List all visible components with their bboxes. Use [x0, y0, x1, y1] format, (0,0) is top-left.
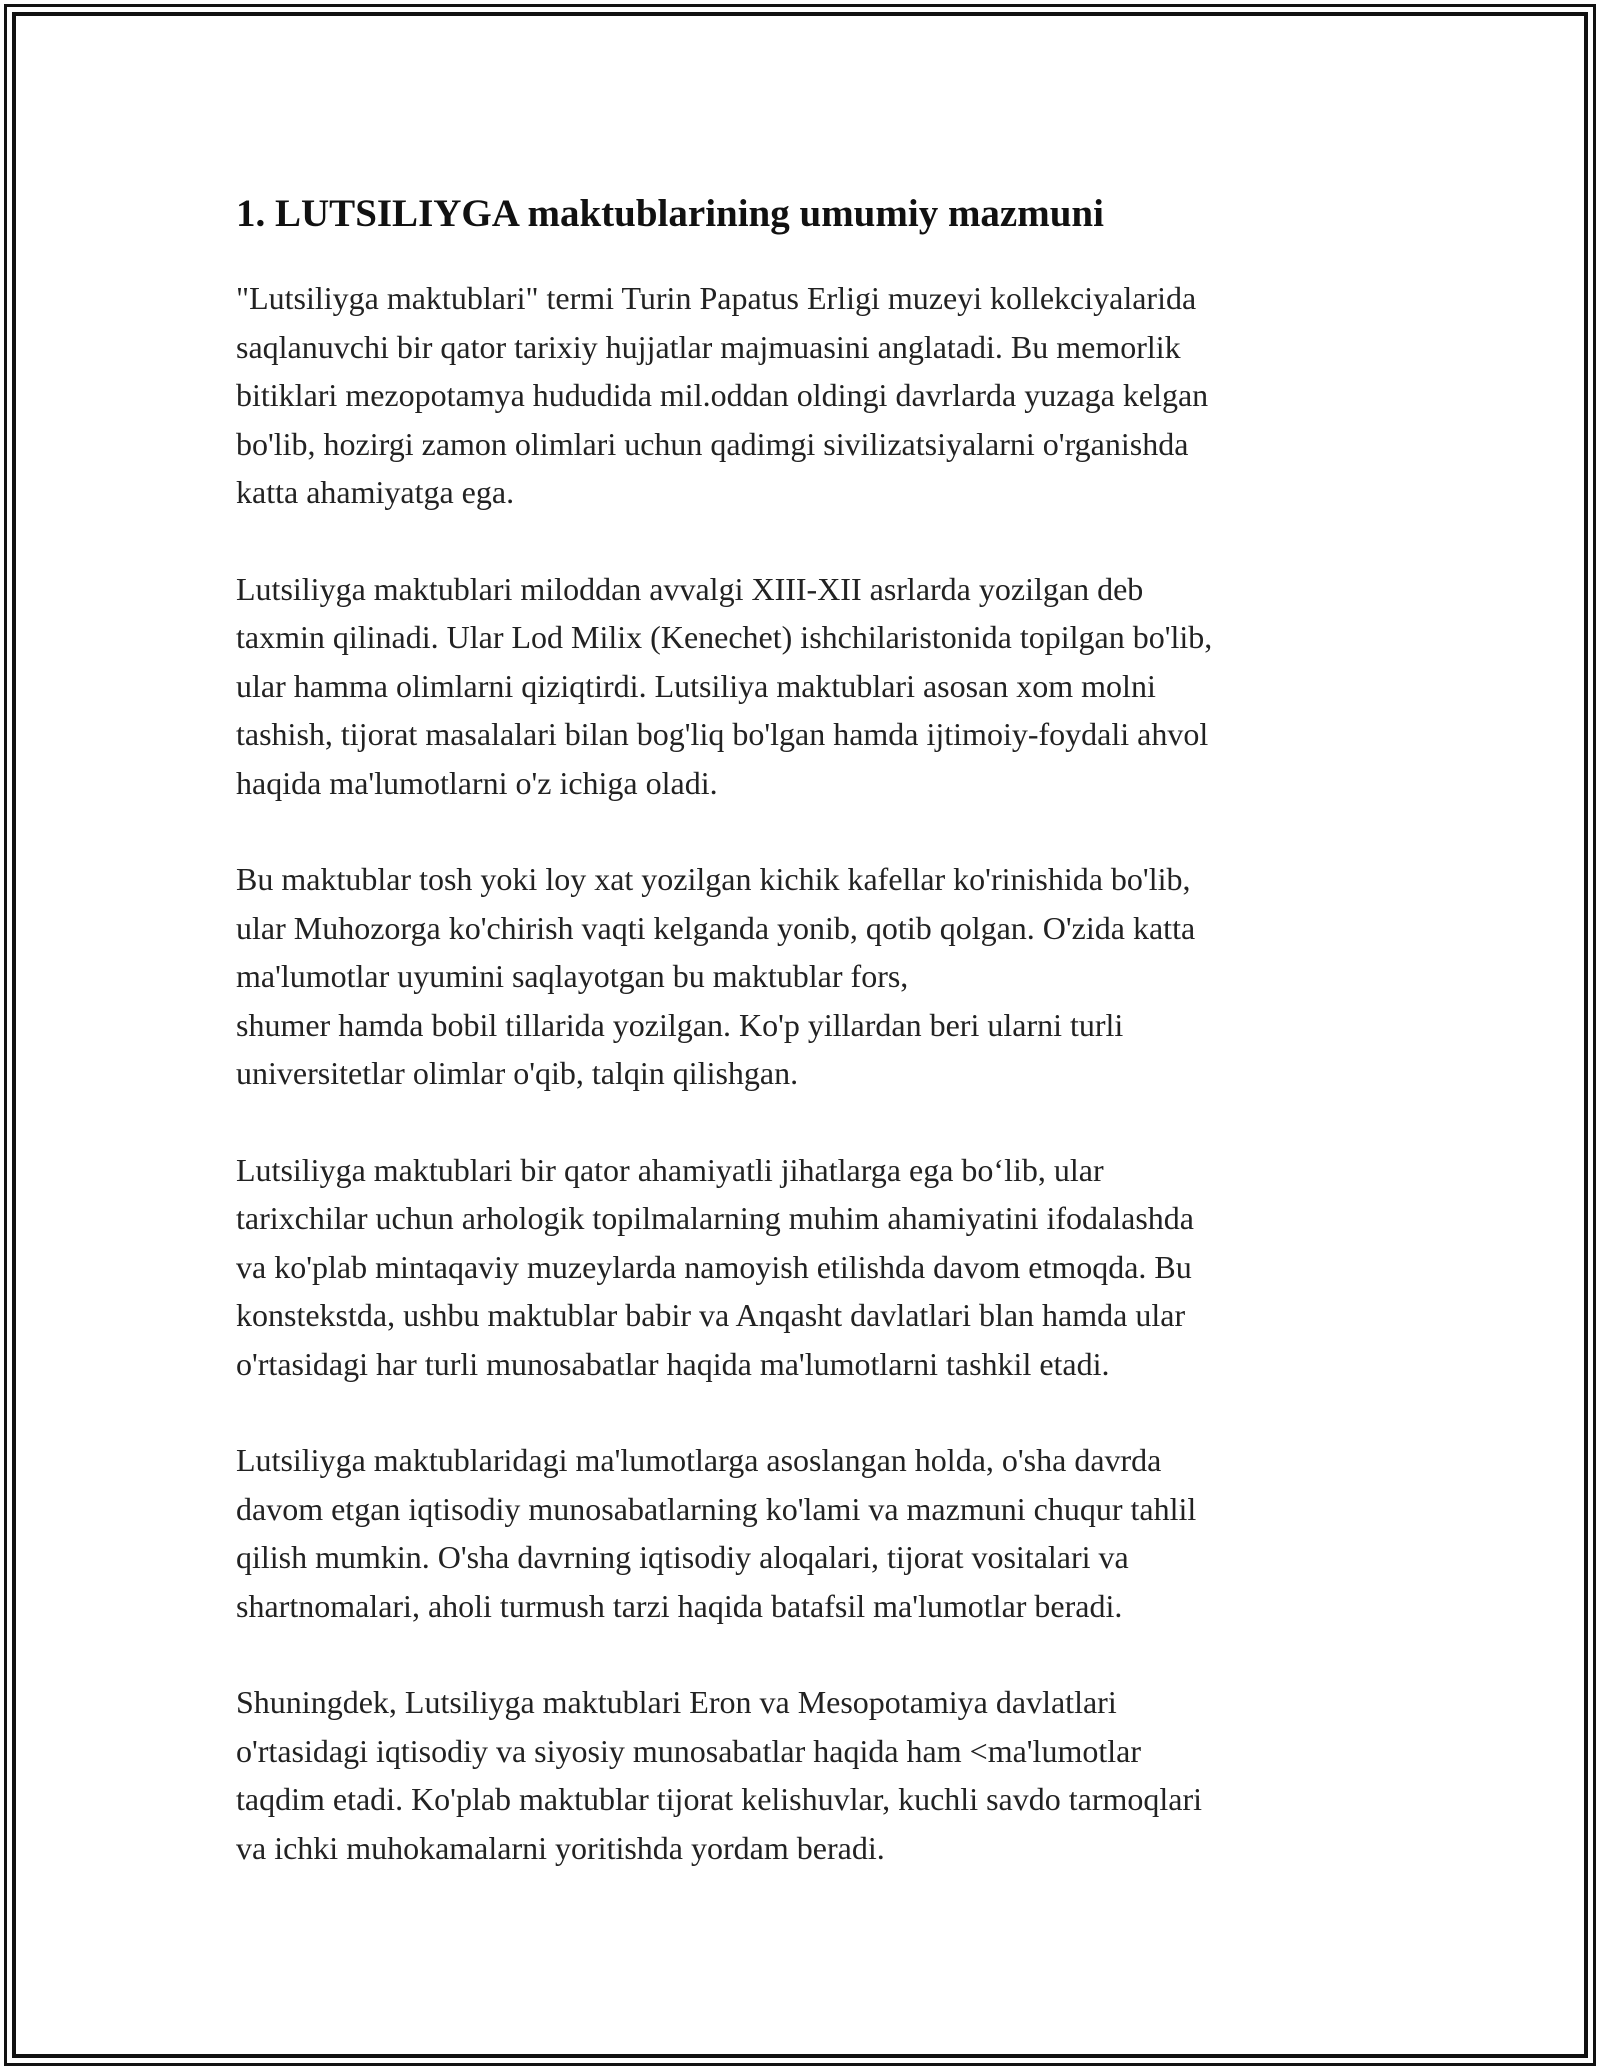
paragraph-1: "Lutsiliyga maktublari" termi Turin Papatus Erligi muzeyi kollekciyalarida saqlanuvchi bir qator tarixiy hujjatlar majmuasini anglatadi. Bu memorlik bitiklari mezopotamya hududida mil.oddan oldingi davrlarda yuzaga kelgan bo'lib, hozirgi zamon olimlari uchun qadimgi sivilizatsiyalarni o'rganishda katta ahamiyatga ega.: [236, 280, 1209, 510]
document-body: [236, 186, 1366, 1920]
paragraph-5: Lutsiliyga maktublaridagi ma'lumotlarga asoslangan holda, o'sha davrda davom etgan iqtisodiy munosabatlarning ko'lami va mazmuni chuqur tahlil qilish mumkin. O'sha davrning iqtisodiy aloqalari, tijorat vositalari va shartnomalari, aholi turmush tarzi haqida batafsil ma'lumotlar beradi.: [236, 1442, 1197, 1624]
paragraph-3: Bu maktublar tosh yoki loy xat yozilgan kichik kafellar ko'rinishida bo'lib, ular Muhozorga ko'chirish vaqti kelganda yonib, qotib qolgan. O'zida katta ma'lumotlar uyumini saqlayotgan bu maktublar fors, shumer hamda bobil tillarida yozilgan. Ko'p yillardan beri ularni turli universitetlar olimlar o'qib, talqin qilishgan.: [236, 861, 1196, 1091]
paragraph-2: Lutsiliyga maktublari miloddan avvalgi XIII-XII asrlarda yozilgan deb taxmin qilinadi. Ular Lod Milix (Kenechet) ishchilaristonida topilgan bo'lib, ular hamma olimlarni qiziqtirdi. Lutsiliya maktublari asosan xom molni tashish, tijorat masalalari bilan bog'liq bo'lgan hamda ijtimoiy-foydali ahvol haqida ma'lumotlarni o'z ichiga oladi.: [236, 570, 1213, 801]
paragraph-4: Lutsiliyga maktublari bir qator ahamiyatli jihatlarga ega bo‘lib, ular tarixchilar uchun arhologik topilmalarning muhim ahamiyatini ifodalashda va ko'plab mintaqaviy muzeylarda namoyish etilishda davom etmoqda. Bu konstekstda, ushbu maktublar babir va Anqasht davlatlari blan hamda ular o'rtasidagi har turli munosabatlar haqida ma'lumotlarni tashkil etadi.: [236, 1151, 1194, 1382]
paragraph-6: Shuningdek, Lutsiliyga maktublari Eron va Mesopotamiya davlatlari o'rtasidagi iqtisodiy va siyosiy munosabatlar haqida ham <ma'lumotlar taqdim etadi. Ko'plab maktublar tijorat kelishuvlar, kuchli savdo tarmoqlari va ichki muhokamalarni yoritishda yordam beradi.: [236, 1684, 1203, 1866]
document-title: 1. LUTSILIYGA maktublarining umumiy mazmuni: [236, 192, 1104, 235]
